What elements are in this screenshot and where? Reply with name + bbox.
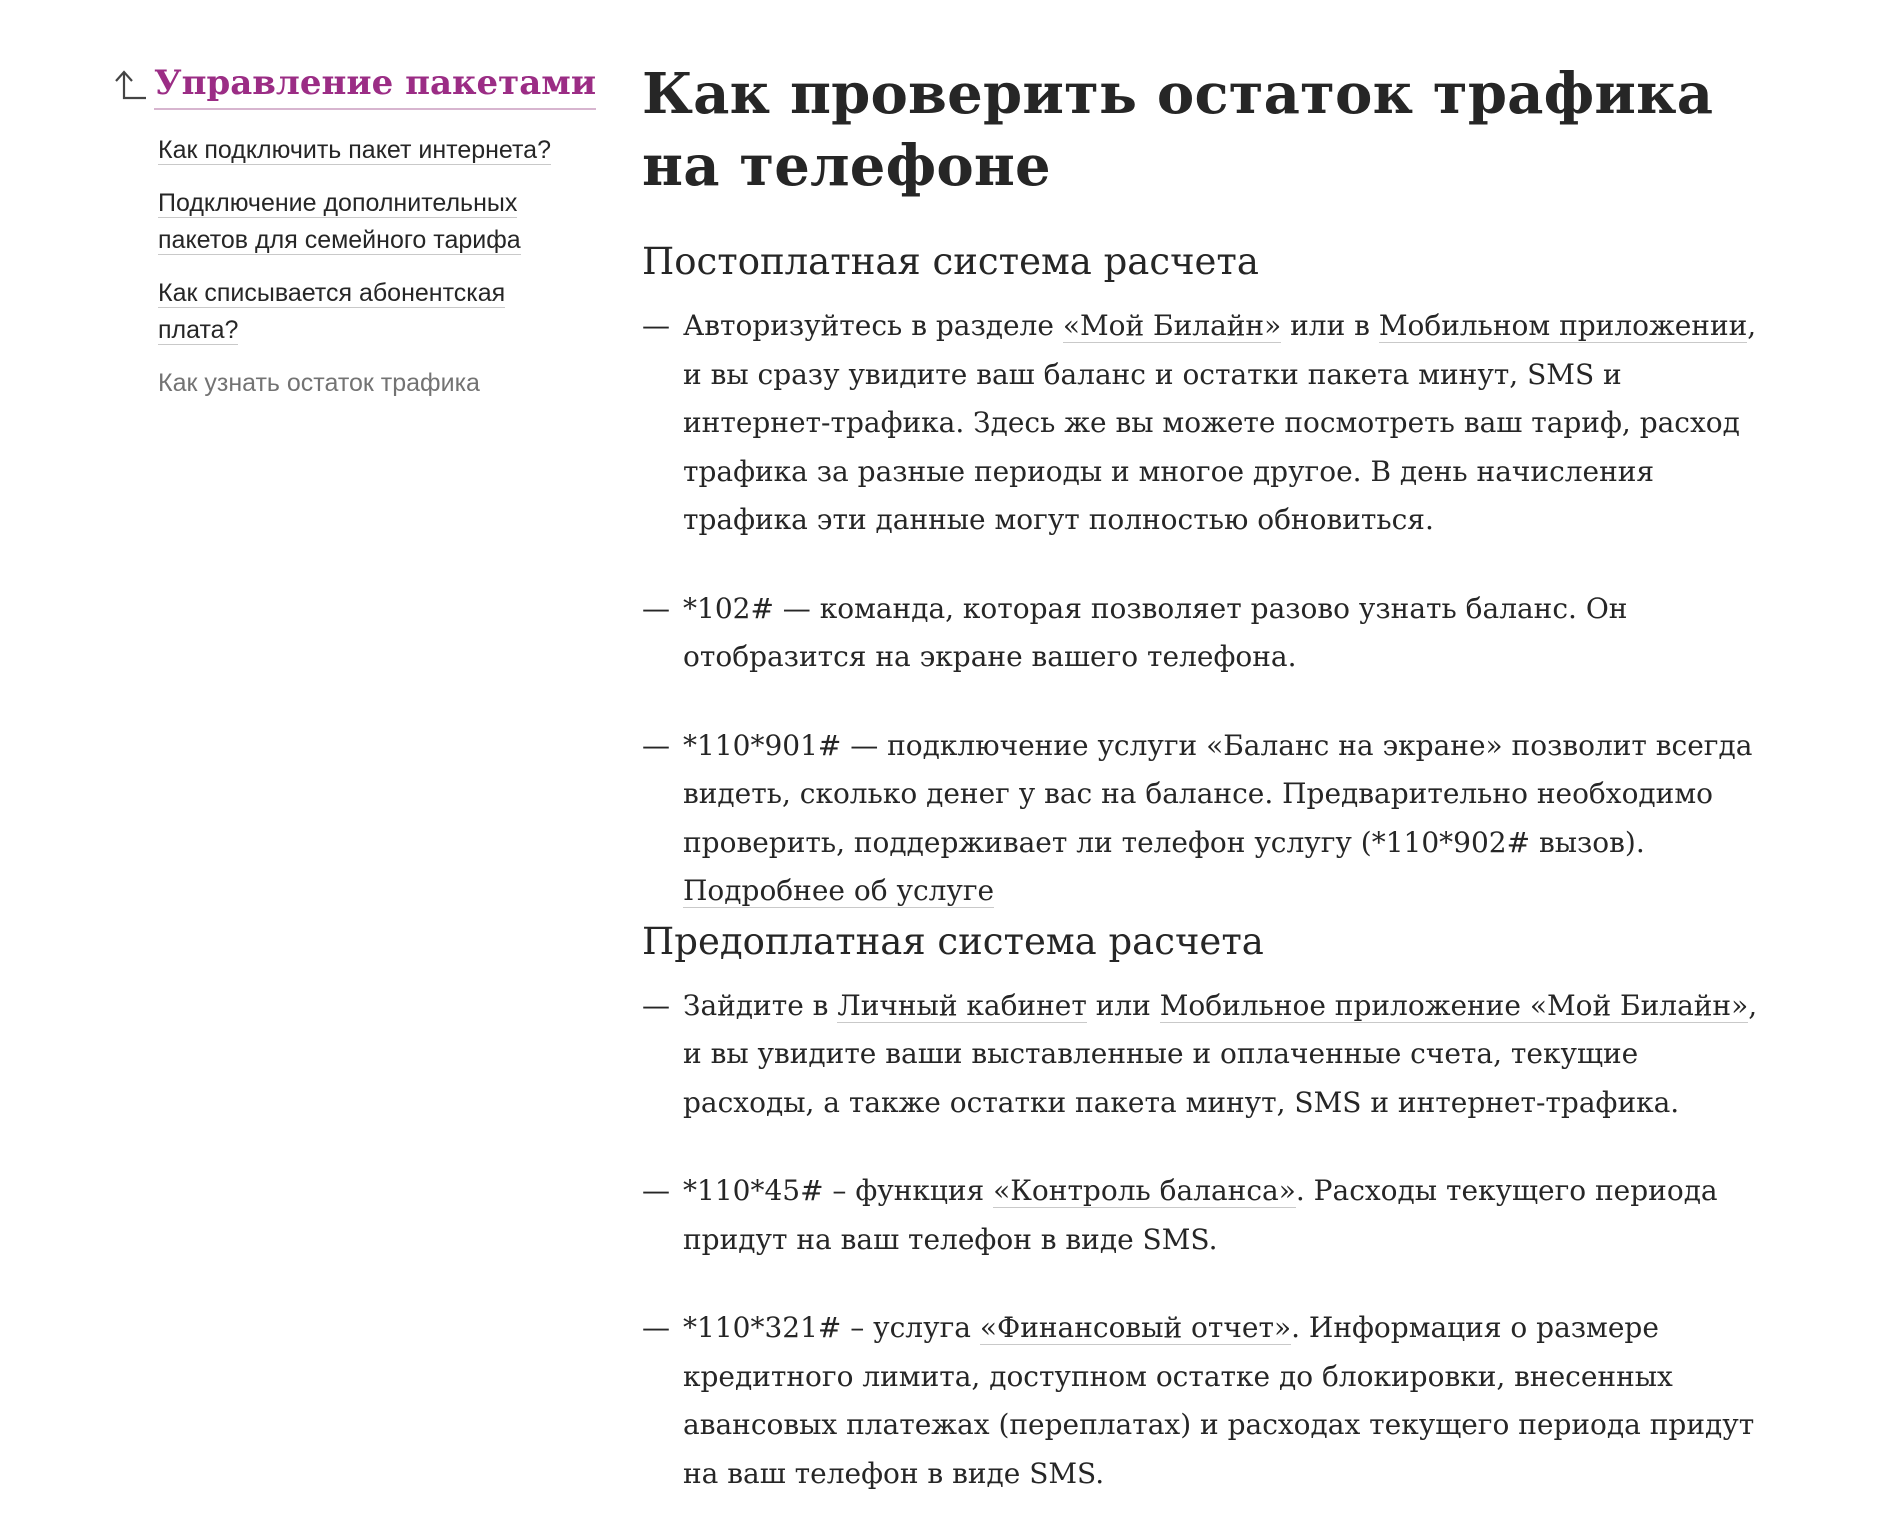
list-item xyxy=(642,585,1762,682)
item-text: . Информация о размере кредитного лимита, доступном остатке до блокировки, внесенных авансовых платежах (переплатах) и расходах текущего периода придут на ваш телефон в виде SMS. xyxy=(683,1311,1755,1490)
financial-report-link[interactable]: «Финансовый отчет» xyxy=(979,1311,1292,1344)
sidebar-header xyxy=(112,58,597,110)
section-title-postpaid: Постоплатная система расчета xyxy=(642,240,1259,283)
item-text: , и вы сразу увидите ваш баланс и остатки пакета минут, SMS и интернет-трафика. Здесь же вы можете посмотреть ваш тариф, расход трафика за разные периоды и многое другое. В день начисления трафика эти данные могут полностью обновиться. xyxy=(683,309,1757,536)
dash-bullet: — xyxy=(642,728,670,762)
list-item xyxy=(642,1167,1762,1264)
my-beeline-link[interactable]: «Мой Билайн» xyxy=(1062,309,1282,342)
sidebar-item xyxy=(158,185,582,259)
list-item xyxy=(642,982,1762,1128)
list-item xyxy=(642,302,1762,545)
item-text: Авторизуйтесь в разделе xyxy=(683,309,1063,342)
service-details-link[interactable]: Подробнее об услуге xyxy=(683,874,995,907)
sidebar-nav xyxy=(112,58,597,418)
balance-control-link[interactable]: «Контроль баланса» xyxy=(993,1174,1296,1207)
section-title-prepaid: Предоплатная система расчета xyxy=(642,919,1264,963)
sidebar-parent-link[interactable]: Управление пакетами xyxy=(154,58,596,110)
item-text: *110*321# – услуга xyxy=(683,1311,980,1344)
sidebar-item-connect-package[interactable]: Как подключить пакет интернета? xyxy=(158,136,551,164)
sidebar-item xyxy=(158,365,582,402)
item-text: или xyxy=(1086,988,1160,1022)
list-item xyxy=(642,1304,1762,1498)
item-text: *110*45# – функция xyxy=(683,1174,994,1207)
sidebar-item-current: Как узнать остаток трафика xyxy=(158,369,480,397)
list-item xyxy=(642,722,1762,916)
dash-bullet: — xyxy=(642,591,670,625)
item-text: , и вы увидите ваши выставленные и оплаченные счета, текущие расходы, а также остатки пакета минут, SMS и интернет-трафика. xyxy=(683,988,1758,1119)
item-text: Зайдите в xyxy=(683,988,838,1022)
item-text: . Расходы текущего периода придут на ваш телефон в виде SMS. xyxy=(683,1174,1718,1256)
sidebar-item-subscription-fee[interactable]: Как списывается абонентская плата? xyxy=(158,279,506,344)
sidebar-item xyxy=(158,132,582,169)
dash-bullet: — xyxy=(642,1174,670,1207)
arrow-up-left-icon[interactable] xyxy=(112,68,154,108)
mobile-app-my-beeline-link[interactable]: Мобильное приложение «Мой Билайн» xyxy=(1159,988,1749,1022)
dash-bullet: — xyxy=(642,988,670,1022)
sidebar-list xyxy=(158,132,582,402)
item-text: *110*901# — подключение услуги «Баланс на экране» позволит всегда видеть, сколько денег у вас на балансе. Предварительно необходимо проверить, поддерживает ли телефон услугу (*110*902# вызов). xyxy=(683,728,1753,859)
item-text: *102# — команда, которая позволяет разово узнать баланс. Он отобразится на экране вашего телефона. xyxy=(683,591,1628,673)
sidebar-item-family-packages[interactable]: Подключение дополнительных пакетов для семейного тарифа xyxy=(158,189,521,254)
dash-bullet: — xyxy=(642,1311,670,1344)
article xyxy=(642,58,1762,1498)
item-text: или в xyxy=(1281,309,1379,342)
dash-bullet: — xyxy=(642,309,670,342)
mobile-app-link[interactable]: Мобильном приложении xyxy=(1378,309,1748,342)
sidebar-item xyxy=(158,275,582,349)
personal-account-link[interactable]: Личный кабинет xyxy=(837,988,1087,1022)
page-title: Как проверить остаток трафика на телефоне xyxy=(642,61,1714,199)
